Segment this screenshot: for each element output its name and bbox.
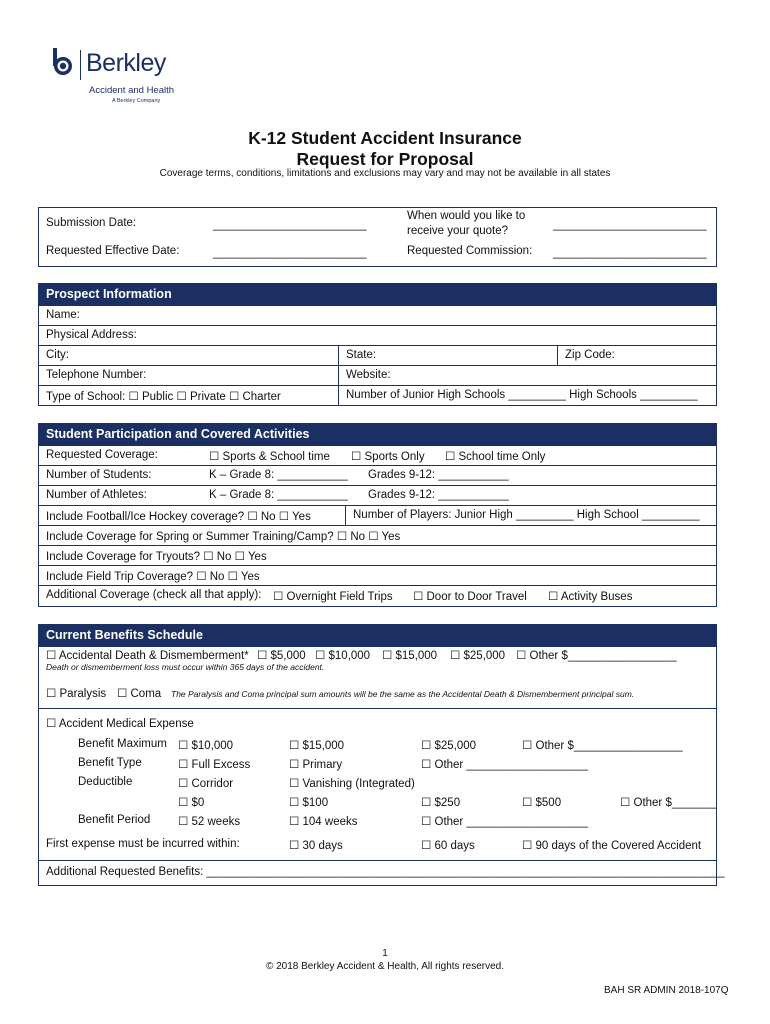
bm-10000-checkbox[interactable]: ☐ $10,000 bbox=[178, 740, 234, 752]
ame-checkbox[interactable]: ☐ Accident Medical Expense bbox=[46, 718, 194, 730]
bp-52-checkbox[interactable]: ☐ 52 weeks bbox=[178, 816, 241, 828]
school-type-options[interactable]: Type of School: ☐ Public ☐ Private ☐ Charter bbox=[46, 391, 281, 403]
row-divider bbox=[38, 525, 717, 526]
row-divider bbox=[38, 505, 717, 506]
quote-date-label: When would you like to bbox=[407, 210, 526, 222]
address-field[interactable]: Physical Address: bbox=[46, 329, 137, 341]
quote-date-label-2: receive your quote? bbox=[407, 225, 509, 237]
fe-30-checkbox[interactable]: ☐ 30 days bbox=[289, 840, 343, 852]
k8-students-field[interactable]: K – Grade 8: ___________ bbox=[209, 469, 348, 481]
zip-field[interactable]: Zip Code: bbox=[565, 349, 615, 361]
d-other-field[interactable]: ☐ Other $_______ bbox=[620, 797, 717, 809]
num-players-field[interactable]: Number of Players: Junior High _________ High School _________ bbox=[353, 509, 700, 521]
add-checkbox[interactable]: ☐ Accidental Death & Dismemberment* bbox=[46, 650, 249, 662]
commission-label: Requested Commission: bbox=[407, 245, 533, 257]
form-id: BAH SR ADMIN 2018-107Q bbox=[604, 985, 729, 996]
row-divider bbox=[38, 465, 717, 466]
logo-subline: Accident and Health bbox=[89, 85, 175, 96]
sports-school-checkbox[interactable]: ☐ Sports & School time bbox=[209, 451, 330, 463]
paralysis-checkbox[interactable]: ☐ Paralysis bbox=[46, 688, 107, 700]
prospect-header: Prospect Information bbox=[38, 283, 717, 305]
commission-field[interactable]: ________________________ bbox=[553, 247, 707, 259]
row-divider bbox=[38, 565, 717, 566]
bt-full-checkbox[interactable]: ☐ Full Excess bbox=[178, 759, 251, 771]
page-number: 1 bbox=[382, 948, 388, 959]
effective-date-label: Requested Effective Date: bbox=[46, 245, 180, 257]
g912-students-field[interactable]: Grades 9-12: ___________ bbox=[368, 469, 509, 481]
benefits-header: Current Benefits Schedule bbox=[38, 624, 717, 646]
row-divider bbox=[38, 325, 717, 326]
copyright: © 2018 Berkley Accident & Health, All rights reserved. bbox=[265, 961, 505, 972]
d-vanishing-checkbox[interactable]: ☐ Vanishing (Integrated) bbox=[289, 778, 415, 790]
name-field[interactable]: Name: bbox=[46, 309, 80, 321]
benefit-max-label: Benefit Maximum bbox=[78, 738, 167, 750]
bm-other-field[interactable]: ☐ Other $_________________ bbox=[522, 740, 683, 752]
benefit-type-label: Benefit Type bbox=[78, 757, 142, 769]
d-500-checkbox[interactable]: ☐ $500 bbox=[522, 797, 562, 809]
website-field[interactable]: Website: bbox=[346, 369, 391, 381]
additional-benefits-field[interactable]: Additional Requested Benefits: _________________________________________________________________________________ bbox=[46, 866, 725, 878]
column-divider bbox=[345, 505, 346, 525]
logo-divider bbox=[80, 50, 81, 80]
column-divider bbox=[338, 345, 339, 406]
num-students-label: Number of Students: bbox=[46, 469, 152, 481]
effective-date-field[interactable]: ________________________ bbox=[213, 247, 367, 259]
additional-coverage-label: Additional Coverage (check all that apply): bbox=[46, 589, 262, 601]
activity-buses-checkbox[interactable]: ☐ Activity Buses bbox=[548, 591, 633, 603]
row-divider bbox=[38, 585, 717, 586]
row-divider bbox=[38, 545, 717, 546]
paralysis-note: The Paralysis and Coma principal sum amounts will be the same as the Accidental Death & Dismemberment principal sum. bbox=[171, 689, 635, 699]
num-athletes-label: Number of Athletes: bbox=[46, 489, 147, 501]
sports-only-checkbox[interactable]: ☐ Sports Only bbox=[351, 451, 425, 463]
berkley-logo-icon bbox=[52, 48, 74, 76]
d-0-checkbox[interactable]: ☐ $0 bbox=[178, 797, 205, 809]
participation-header: Student Participation and Covered Activities bbox=[38, 423, 717, 445]
k8-athletes-field[interactable]: K – Grade 8: ___________ bbox=[209, 489, 348, 501]
door-to-door-checkbox[interactable]: ☐ Door to Door Travel bbox=[413, 591, 527, 603]
school-only-checkbox[interactable]: ☐ School time Only bbox=[445, 451, 546, 463]
page-title: K-12 Student Accident Insurance bbox=[248, 128, 522, 148]
bp-other-field[interactable]: ☐ Other ___________________ bbox=[421, 816, 588, 828]
submission-date-field[interactable]: ________________________ bbox=[213, 219, 367, 231]
overnight-checkbox[interactable]: ☐ Overnight Field Trips bbox=[273, 591, 393, 603]
coma-checkbox[interactable]: ☐ Coma bbox=[117, 688, 162, 700]
add-other-field[interactable]: ☐ Other $_________________ bbox=[516, 650, 677, 662]
row-divider bbox=[38, 385, 717, 386]
benefit-period-label: Benefit Period bbox=[78, 814, 151, 826]
city-field[interactable]: City: bbox=[46, 349, 69, 361]
num-schools-field[interactable]: Number of Junior High Schools _________ High Schools _________ bbox=[346, 389, 698, 401]
bm-15000-checkbox[interactable]: ☐ $15,000 bbox=[289, 740, 345, 752]
d-250-checkbox[interactable]: ☐ $250 bbox=[421, 797, 461, 809]
add-5000-checkbox[interactable]: ☐ $5,000 bbox=[257, 650, 306, 662]
fe-90-checkbox[interactable]: ☐ 90 days of the Covered Accident bbox=[522, 840, 702, 852]
d-100-checkbox[interactable]: ☐ $100 bbox=[289, 797, 329, 809]
add-15000-checkbox[interactable]: ☐ $15,000 bbox=[382, 650, 438, 662]
column-divider bbox=[557, 345, 558, 365]
bm-25000-checkbox[interactable]: ☐ $25,000 bbox=[421, 740, 477, 752]
bt-primary-checkbox[interactable]: ☐ Primary bbox=[289, 759, 343, 771]
d-corridor-checkbox[interactable]: ☐ Corridor bbox=[178, 778, 234, 790]
page-title-2: Request for Proposal bbox=[296, 149, 474, 169]
add-10000-checkbox[interactable]: ☐ $10,000 bbox=[315, 650, 371, 662]
row-divider bbox=[38, 708, 717, 709]
football-coverage-options[interactable]: Include Football/Ice Hockey coverage? ☐ No ☐ Yes bbox=[46, 511, 311, 523]
deductible-label: Deductible bbox=[78, 776, 133, 788]
phone-field[interactable]: Telephone Number: bbox=[46, 369, 147, 381]
add-note: Death or dismemberment loss must occur within 365 days of the accident. bbox=[46, 662, 325, 672]
quote-date-field[interactable]: ________________________ bbox=[553, 219, 707, 231]
page-subtitle: Coverage terms, conditions, limitations and exclusions may vary and may not be available in all states bbox=[159, 168, 611, 179]
tryouts-coverage-options[interactable]: Include Coverage for Tryouts? ☐ No ☐ Yes bbox=[46, 551, 267, 563]
g912-athletes-field[interactable]: Grades 9-12: ___________ bbox=[368, 489, 509, 501]
row-divider bbox=[38, 860, 717, 861]
row-divider bbox=[38, 365, 717, 366]
logo-tagline: A Berkley Company bbox=[112, 98, 161, 104]
bt-other-field[interactable]: ☐ Other ___________________ bbox=[421, 759, 588, 771]
fe-60-checkbox[interactable]: ☐ 60 days bbox=[421, 840, 475, 852]
add-25000-checkbox[interactable]: ☐ $25,000 bbox=[450, 650, 506, 662]
spring-coverage-options[interactable]: Include Coverage for Spring or Summer Training/Camp? ☐ No ☐ Yes bbox=[46, 531, 401, 543]
row-divider bbox=[38, 485, 717, 486]
row-divider bbox=[38, 345, 717, 346]
logo-name: Berkley bbox=[86, 49, 166, 77]
submission-date-label: Submission Date: bbox=[46, 217, 137, 229]
bp-104-checkbox[interactable]: ☐ 104 weeks bbox=[289, 816, 358, 828]
field-trip-coverage-options[interactable]: Include Field Trip Coverage? ☐ No ☐ Yes bbox=[46, 571, 260, 583]
state-field[interactable]: State: bbox=[346, 349, 377, 361]
requested-coverage-label: Requested Coverage: bbox=[46, 449, 158, 461]
first-expense-label: First expense must be incurred within: bbox=[46, 838, 240, 850]
